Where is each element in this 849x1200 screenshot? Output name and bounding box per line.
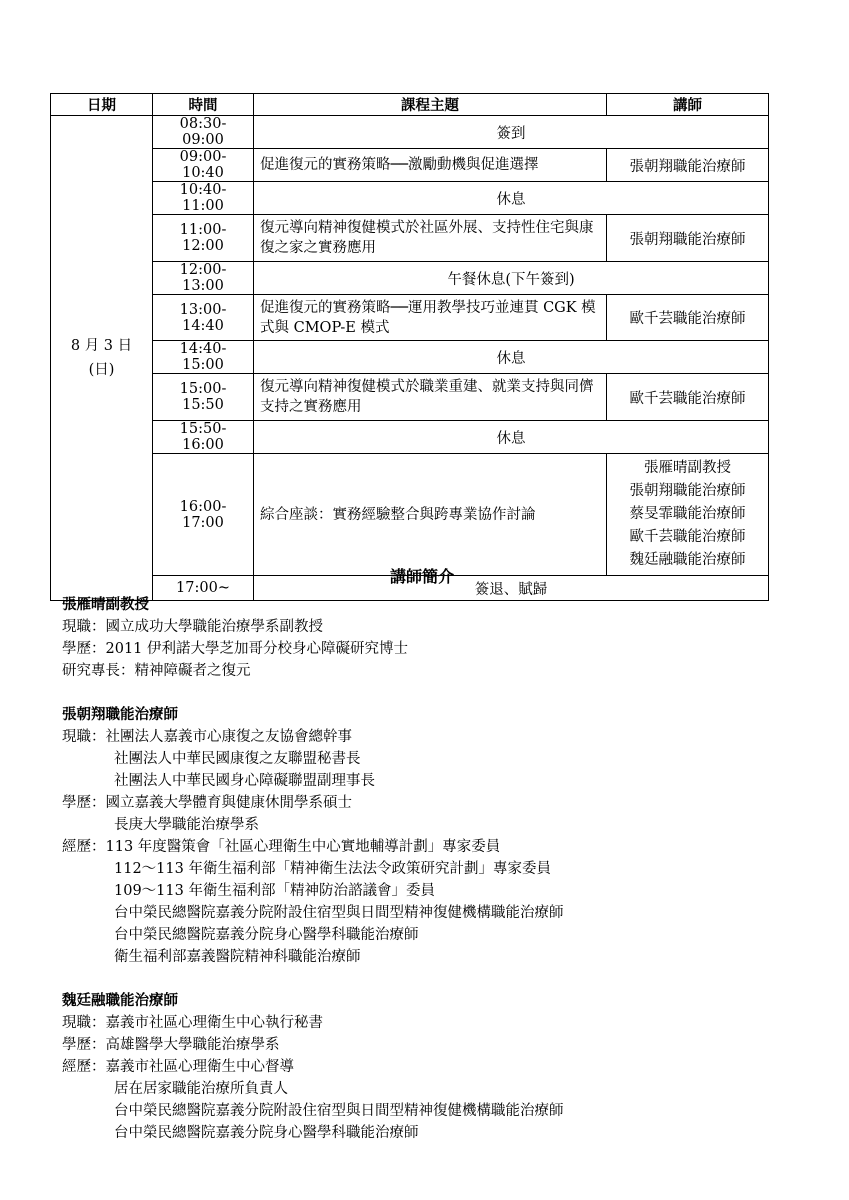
bio-line: [62, 1122, 782, 1144]
schedule-table: [50, 93, 769, 601]
topic-cell: 復元導向精神復健模式於社區外展、支持性住宅與康復之家之實務應用: [254, 215, 607, 262]
table-row: [51, 295, 769, 341]
bio-section: [62, 704, 782, 968]
bio-line-text: 台中榮民總醫院嘉義分院附設住宿型與日間型精神復健機構職能治療師: [114, 905, 564, 921]
time-cell: 16:00-17:00: [153, 454, 254, 576]
topic-cell: 休息: [254, 182, 769, 215]
bio-line: [62, 924, 782, 946]
header-instructor: 講師: [607, 94, 769, 116]
bio-line: [62, 836, 782, 858]
table-row: [51, 182, 769, 215]
bio-line: [62, 1100, 782, 1122]
time-cell: 09:00-10:40: [153, 149, 254, 182]
instructor-name: 歐千芸職能治療師: [629, 529, 746, 545]
bio-line-text: 社團法人中華民國身心障礙聯盟副理事長: [114, 773, 375, 789]
topic-cell: 午餐休息(下午簽到): [254, 262, 769, 295]
bio-line-text: 社團法人嘉義市心康復之友協會總幹事: [105, 729, 352, 745]
table-row: [51, 262, 769, 295]
bios-title: 講師簡介: [389, 567, 454, 586]
time-cell: 10:40-11:00: [153, 182, 254, 215]
time-cell: 12:00-13:00: [153, 262, 254, 295]
bio-line: [62, 616, 782, 638]
header-time: 時間: [153, 94, 254, 116]
bio-line-label: 研究專長：: [62, 663, 135, 679]
bio-line-text: 長庚大學職能治療學系: [114, 817, 259, 833]
bio-line: [62, 660, 782, 682]
bio-line-text: 精神障礙者之復元: [134, 663, 251, 679]
bio-line-label: 現職：: [62, 1015, 106, 1031]
table-row: [51, 149, 769, 182]
topic-cell: 休息: [254, 341, 769, 374]
bio-line-label: 學歷：: [62, 641, 106, 657]
bio-line-text: 109～113 年衛生福利部「精神防治諮議會」委員: [114, 883, 435, 899]
bio-section: [62, 594, 782, 682]
instructor-list-cell: [607, 454, 769, 576]
bio-line-label: 經歷：: [62, 1059, 106, 1075]
table-row: [51, 421, 769, 454]
time-cell: 17:00~: [153, 576, 254, 601]
instructor-name: 張朝翔職能治療師: [629, 483, 746, 499]
header-date: 日期: [51, 94, 153, 116]
table-row: [51, 454, 769, 576]
bio-line: [62, 1012, 782, 1034]
topic-cell: 復元導向精神復健模式於職業重建、就業支持與同儕支持之實務應用: [254, 374, 607, 421]
instructor-name: 張雁晴副教授: [644, 460, 731, 476]
instructor-name: 魏廷融職能治療師: [629, 552, 746, 568]
instructor-cell: 張朝翔職能治療師: [607, 149, 769, 182]
instructor-cell: 歐千芸職能治療師: [607, 374, 769, 421]
bio-line: [62, 814, 782, 836]
bio-line: [62, 638, 782, 660]
instructor-name: 蔡旻霏職能治療師: [629, 506, 746, 522]
topic-cell: 簽到: [254, 116, 769, 149]
bio-name: 張朝翔職能治療師: [62, 706, 178, 723]
topic-cell: 促進復元的實務策略──激勵動機與促進選擇: [254, 149, 607, 182]
instructor-cell: 歐千芸職能治療師: [607, 295, 769, 341]
topic-cell: 促進復元的實務策略──運用教學技巧並連貫 CGK 模式與 CMOP-E 模式: [254, 295, 607, 341]
bio-section: [62, 990, 782, 1144]
bio-line-text: 居在居家職能治療所負責人: [114, 1081, 288, 1097]
bio-line-label: 現職：: [62, 619, 106, 635]
bio-line-text: 衛生福利部嘉義醫院精神科職能治療師: [114, 949, 361, 965]
bio-line-text: 高雄醫學大學職能治療學系: [105, 1037, 280, 1053]
date-line: 8 月 3 日: [70, 338, 133, 354]
time-cell: 15:00-15:50: [153, 374, 254, 421]
instructor-cell: 張朝翔職能治療師: [607, 215, 769, 262]
bio-line: [62, 946, 782, 968]
header-topic: 課程主題: [254, 94, 607, 116]
bio-line: [62, 792, 782, 814]
time-cell: 14:40-15:00: [153, 341, 254, 374]
bio-line-label: 現職：: [62, 729, 106, 745]
bio-name: 張雁晴副教授: [62, 596, 149, 613]
topic-cell: 綜合座談：實務經驗整合與跨專業協作討論: [254, 454, 607, 576]
bio-line: [62, 1056, 782, 1078]
bio-line: [62, 1034, 782, 1056]
bio-line-text: 113 年度醫策會「社區心理衛生中心實地輔導計劃」專家委員: [105, 839, 501, 855]
bio-line-text: 台中榮民總醫院嘉義分院身心醫學科職能治療師: [114, 1125, 419, 1141]
bio-line-text: 國立成功大學職能治療學系副教授: [105, 619, 323, 635]
time-cell: 15:50-16:00: [153, 421, 254, 454]
bio-line-text: 台中榮民總醫院嘉義分院身心醫學科職能治療師: [114, 927, 419, 943]
bio-line: [62, 858, 782, 880]
bio-line-text: 112～113 年衛生福利部「精神衛生法法令政策研究計劃」專家委員: [114, 861, 551, 877]
header-row: [51, 94, 769, 116]
bio-line: [62, 902, 782, 924]
bio-line-label: 學歷：: [62, 795, 106, 811]
bio-line-label: 學歷：: [62, 1037, 106, 1053]
bio-name: 魏廷融職能治療師: [62, 992, 178, 1009]
topic-cell: 簽退、賦歸: [254, 576, 769, 601]
bio-line-text: 嘉義市社區心理衛生中心督導: [105, 1059, 294, 1075]
bio-line-text: 台中榮民總醫院嘉義分院附設住宿型與日間型精神復健機構職能治療師: [114, 1103, 564, 1119]
time-cell: 13:00-14:40: [153, 295, 254, 341]
date-cell: [51, 116, 153, 601]
bio-line-text: 嘉義市社區心理衛生中心執行秘書: [105, 1015, 323, 1031]
instructor-bios: [62, 566, 782, 1166]
table-row: [51, 374, 769, 421]
table-row: [51, 341, 769, 374]
bio-line: [62, 770, 782, 792]
time-cell: 11:00-12:00: [153, 215, 254, 262]
time-cell: 08:30-09:00: [153, 116, 254, 149]
bio-line: [62, 748, 782, 770]
bio-line-text: 社團法人中華民國康復之友聯盟秘書長: [114, 751, 361, 767]
bio-line: [62, 1078, 782, 1100]
topic-cell: 休息: [254, 421, 769, 454]
bio-line-label: 經歷：: [62, 839, 106, 855]
bio-line-text: 國立嘉義大學體育與健康休閒學系碩士: [105, 795, 352, 811]
table-row: [51, 116, 769, 149]
bio-line: [62, 880, 782, 902]
bio-line-text: 2011 伊利諾大學芝加哥分校身心障礙研究博士: [105, 641, 409, 657]
weekday-line: (日): [88, 362, 115, 378]
table-row: [51, 215, 769, 262]
bio-line: [62, 726, 782, 748]
